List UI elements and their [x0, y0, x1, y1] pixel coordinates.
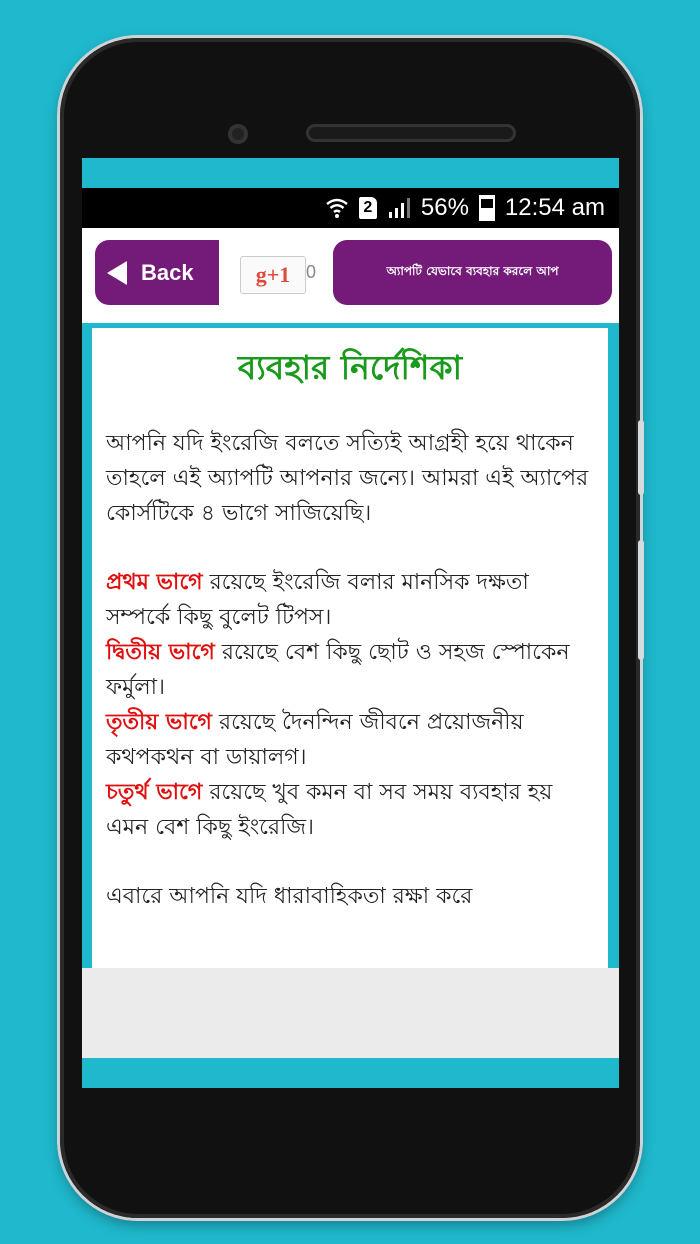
- back-arrow-icon: [107, 261, 127, 285]
- signal-icon: [387, 197, 411, 219]
- article-card[interactable]: [92, 328, 608, 968]
- status-bar: [82, 188, 619, 228]
- google-plus-one-button[interactable]: g+1: [240, 256, 306, 294]
- ad-banner-area: [82, 968, 619, 1058]
- front-camera: [228, 124, 248, 144]
- part-1-label: প্রথম ভাগে: [106, 570, 203, 595]
- part-2-text: রয়েছে বেশ কিছু ছোট ও সহজ স্পোকেন ফর্মুলা।: [106, 640, 570, 700]
- phone-frame: [60, 38, 640, 1218]
- back-button[interactable]: [95, 240, 219, 305]
- earpiece-speaker: [306, 124, 516, 142]
- part-1-text: রয়েছে ইংরেজি বলার মানসিক দক্ষতা সম্পর্কে কিছু বুলেট টিপস।: [106, 570, 529, 630]
- volume-button: [638, 420, 644, 495]
- clock: 12:54 am: [504, 194, 605, 221]
- battery-icon: [479, 195, 495, 221]
- parts-paragraph: [106, 565, 594, 845]
- intro-paragraph: আপনি যদি ইংরেজি বলতে সত্যিই আগ্রহী হয়ে থাকেন তাহলে এই অ্যাপটি আপনার জন্যে। আমরা এই অ্যাপের কোর্সটিকে ৪ ভাগে সাজিয়েছি।: [106, 431, 589, 526]
- part-4-label: চতুর্থ ভাগে: [106, 780, 203, 805]
- sim-icon: 2: [359, 197, 377, 219]
- outro-paragraph: এবারে আপনি যদি ধারাবাহিকতা রক্ষা করে: [106, 884, 473, 909]
- part-2-label: দ্বিতীয় ভাগে: [106, 640, 215, 665]
- how-to-use-button[interactable]: অ্যাপটি যেভাবে ব্যবহার করলে আপ: [333, 240, 612, 305]
- battery-percent: 56%: [420, 194, 469, 221]
- power-button: [638, 540, 644, 660]
- part-3-label: তৃতীয় ভাগে: [106, 710, 212, 735]
- back-label: Back: [141, 259, 194, 285]
- page-title: ব্যবহার নির্দেশিকা: [237, 348, 463, 387]
- part-4-text: রয়েছে খুব কমন বা সব সময় ব্যবহার হয় এমন বেশ কিছু ইংরেজি।: [106, 780, 553, 840]
- wifi-icon: [325, 197, 349, 219]
- part-3-text: রয়েছে দৈনন্দিন জীবনে প্রয়োজনীয় কথপকথন বা ডায়ালগ।: [106, 710, 524, 770]
- screen: [82, 158, 619, 1088]
- app-bar: [82, 228, 619, 323]
- google-plus-count: 0: [306, 262, 317, 282]
